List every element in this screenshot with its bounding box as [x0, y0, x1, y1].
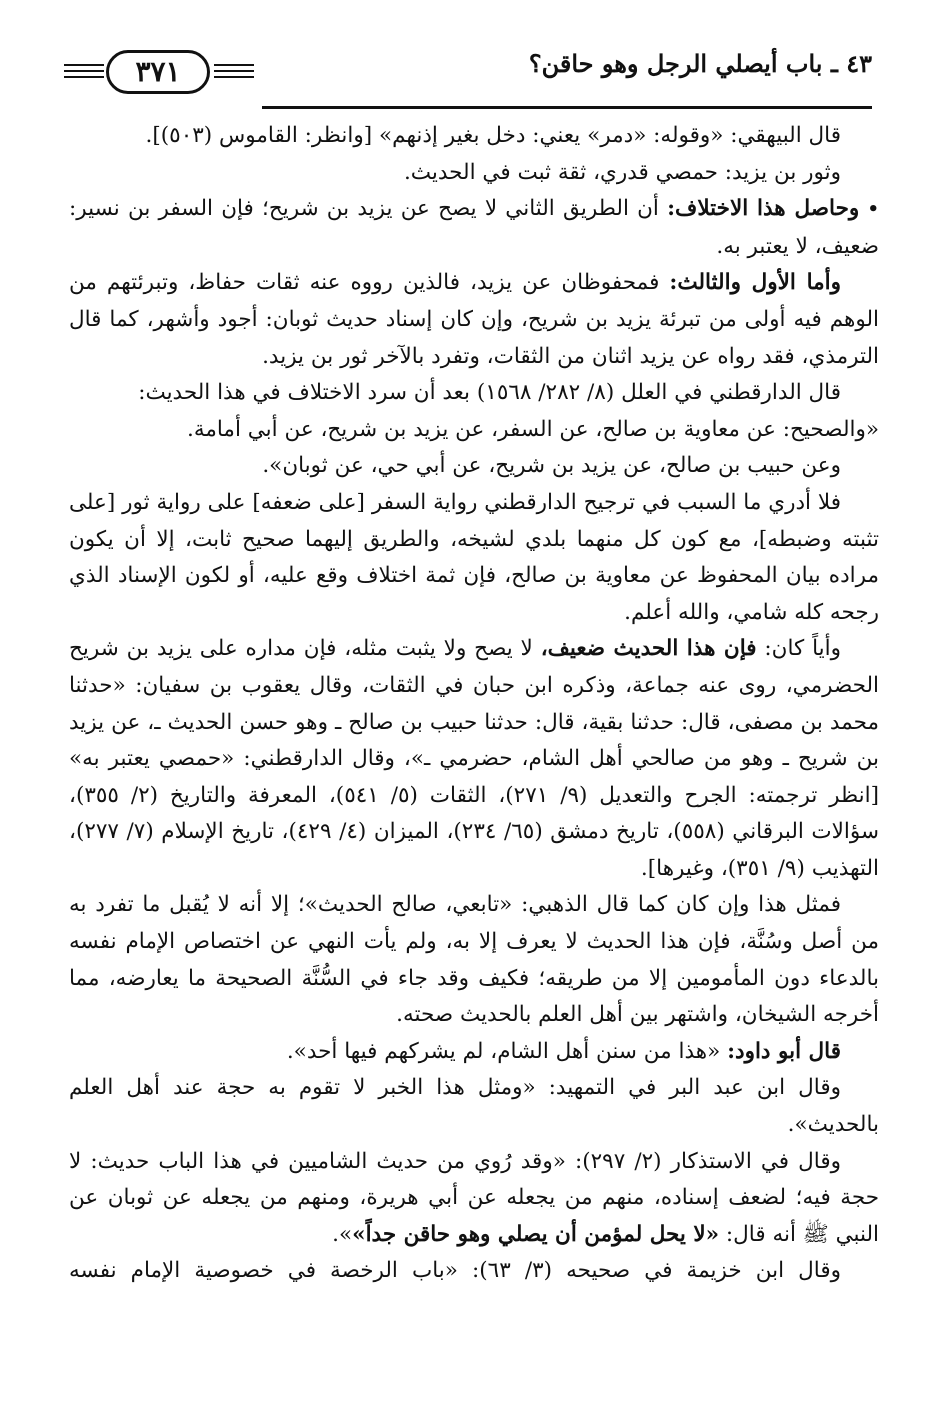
paragraph-text: وقال في الاستذكار (٢/ ٢٩٧): «وقد رُوي من حديث الشاميين في هذا الباب حديث: لا حجة فيه؛ لضعف إسناده، منهم من يجعله عن أبي هريرة، ومنهم من يجعله عن ثوبان عن النبي ﷺ أنه قال:: [69, 1148, 879, 1247]
paragraph-verdict: [69, 631, 879, 887]
paragraph-text: فمثل هذا وإن كان كما قال الذهبي: «تابعي، صالح الحديث»؛ إلا أنه لا يُقبل ما تفرد به من أصل وسُنَّة، فإن هذا الحديث لا يعرف إلا به، ولم يأت النهي عن اختصاص الإمام نفسه بالدعاء دون المأمومين إلا من طريقه؛ فكيف وقد جاء في السُّنَّة الصحيحة ما يعارضه، مما أخرجه الشيخان، واشتهر بين أهل العلم بالحديث صحته.: [69, 892, 879, 1028]
page-number-ornament: [58, 40, 258, 110]
paragraph-text: فمحفوظان عن يزيد، فالذين رووه عنه ثقات حفاظ، وتبرئتهم من الوهم فيه أولى من تبرئة يزيد بن شريح، وإن كان إسناد حديث ثوبان: أجود وأشهر، كما قال الترمذي، فقد رواه عن يزيد اثنان من الثقات، وتفرد بالآخر ثور بن يزيد.: [69, 270, 879, 369]
paragraph-lead: فإن هذا الحديث ضعيف،: [540, 636, 757, 662]
paragraph-dhahabi: [69, 887, 879, 1033]
paragraph-istidhkar: [69, 1144, 879, 1254]
paragraph-lead: قال أبو داود:: [727, 1038, 841, 1064]
paragraph-quote-sahih: [69, 412, 879, 449]
bullet-marker: •: [867, 199, 879, 221]
paragraph-text: لا يصح ولا يثبت مثله، فإن مداره على يزيد بن شريح الحضرمي، روى عنه جماعة، وذكره ابن حبان في الثقات، وقال يعقوب بن سفيان: «حدثنا محمد بن مصفى، قال: حدثنا بقية، قال: حدثنا حبيب بن صالح ـ وهو حسن الحديث ـ، عن يزيد بن شريح ـ وهو من صالحي أهل الشام، حضرمي ـ»، وقال الدارقطني: «حمصي يعتبر به» [انظر ترجمته: الجرح والتعديل (٩/ ٢٧١)، الثقات (٥/ ٥٤١)، المعرفة والتاريخ (٢/ ٣٥٥)، سؤالات البرقاني (٥٥٨)، تاريخ دمشق (٦٥/ ٢٣٤)، الميزان (٤/ ٤٢٩)، تاريخ الإسلام (٧/ ٢٧٧)، التهذيب (٩/ ٣٥١)، وغيرها].: [69, 636, 880, 881]
chapter-title: ٤٣ ـ باب أيصلي الرجل وهو حاقن؟: [528, 49, 872, 78]
paragraph-abu-dawud: [69, 1034, 879, 1071]
ornament-lines-left: [64, 64, 104, 82]
paragraph-text: قال البيهقي: «وقوله: «دمر» يعني: دخل بغير إذنهم» [وانظر: القاموس (٥٠٣)].: [145, 123, 841, 148]
paragraph-bayhaqi: [69, 118, 879, 155]
paragraph-text: أن الطريق الثاني لا يصح عن يزيد بن شريح؛ فإن السفر بن نسير: ضعيف، لا يعتبر به.: [69, 196, 879, 259]
paragraph-text: فلا أدري ما السبب في ترجيح الدارقطني رواية السفر [على ضعفه] على رواية ثور [على تثبته وضبطه]، مع كون كل منهما بلدي لشيخه، والطريق إليهما صحيح ثابت، إلا أن يكون مراده بيان المحفوظ عن معاوية بن صالح، فإن ثمة اختلاف وقع عليه، أو لكون الإسناد الذي رجحه كله شامي، والله أعلم.: [69, 489, 879, 625]
paragraph-text: وقال ابن خزيمة في صحيحه (٣/ ٦٣): «باب الرخصة في خصوصية الإمام نفسه: [69, 1258, 841, 1284]
page-number: ٣٧١: [106, 50, 210, 94]
paragraph-thawr: [69, 155, 879, 192]
paragraph-text: وثور بن يزيد: حمصي قدري، ثقة ثبت في الحديث.: [403, 159, 841, 185]
paragraph-text: «والصحيح: عن معاوية بن صالح، عن السفر، عن يزيد بن شريح، عن أبي أمامة.: [187, 416, 879, 442]
paragraph-text: وقال ابن عبد البر في التمهيد: «ومثل هذا الخبر لا تقوم به حجة عند أهل العلم بالحديث».: [69, 1075, 879, 1138]
paragraph-lead: وحاصل هذا الاختلاف:: [667, 196, 860, 222]
paragraph-reason: [69, 485, 879, 631]
page-body: [69, 118, 879, 1290]
paragraph-tamhid: [69, 1070, 879, 1143]
paragraph-quote-habib: [69, 448, 879, 485]
paragraph-lead: وأما الأول والثالث:: [669, 270, 841, 296]
page-header: [58, 40, 872, 118]
paragraph-text: قال الدارقطني في العلل (٨/ ٢٨٢/ ١٥٦٨) بعد أن سرد الاختلاف في هذا الحديث:: [138, 380, 841, 406]
paragraph-first-third: [69, 265, 879, 375]
hadith-quote: «لا يحل لمؤمن أن يصلي وهو حاقن جداً»: [352, 1221, 720, 1247]
paragraph-daraqutni: [69, 375, 879, 412]
paragraph-text: وعن حبيب بن صالح، عن يزيد بن شريح، عن أبي حي، عن ثوبان».: [262, 453, 841, 479]
paragraph-summary: [69, 191, 879, 265]
paragraph-text: «هذا من سنن أهل الشام، لم يشركهم فيها أحد».: [286, 1038, 728, 1064]
paragraph-pre: وأياً كان:: [756, 636, 841, 662]
paragraph-ibn-khuzayma: [69, 1253, 879, 1290]
header-rule: [262, 106, 872, 109]
paragraph-tail: ».: [332, 1221, 353, 1247]
ornament-lines-right: [214, 64, 254, 82]
